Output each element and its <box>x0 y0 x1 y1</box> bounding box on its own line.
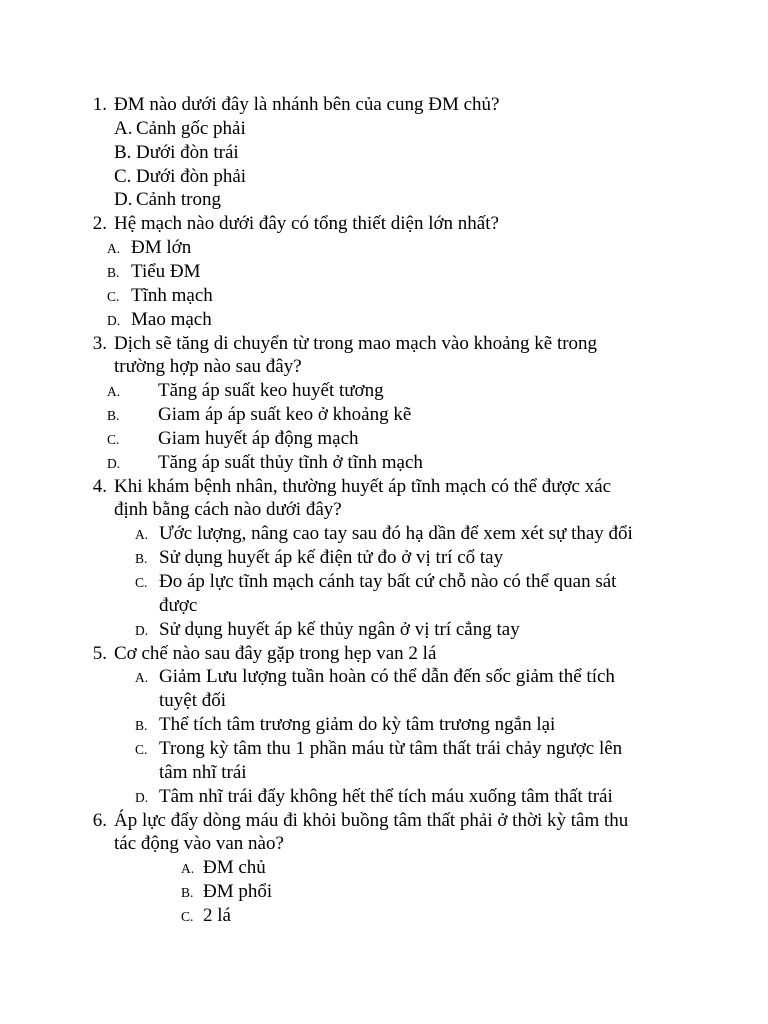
option-letter: C. <box>181 908 194 924</box>
question-text: Cơ chế nào sau đây gặp trong hẹp van 2 lá <box>114 642 437 664</box>
option-text: Tĩnh mạch <box>131 284 213 306</box>
option-text: Giam huyết áp động mạch <box>158 427 359 449</box>
option-letter: C. <box>135 741 148 757</box>
option-text: Ước lượng, nâng cao tay sau đó hạ dần để xem xét sự thay đổi <box>159 523 633 545</box>
question-text: Hệ mạch nào dưới đây có tổng thiết diện lớn nhất? <box>114 213 499 235</box>
option-text: ĐM lớn <box>131 237 192 259</box>
question-text: định bằng cách nào dưới đây? <box>114 499 342 521</box>
option-letter: A. <box>107 384 121 400</box>
question-text: trường hợp nào sau đây? <box>114 356 302 378</box>
option-letter: A. <box>135 527 149 543</box>
option-text: tuyệt đối <box>159 690 227 712</box>
option-text: tâm nhĩ trái <box>159 761 247 783</box>
option-text: Giam áp áp suất keo ở khoảng kẽ <box>158 404 412 426</box>
option-letter: B. <box>135 718 148 734</box>
question-number: 1. <box>92 94 107 115</box>
option-text: ĐM phổi <box>203 881 273 903</box>
option-text: Giảm Lưu lượng tuần hoàn có thể dẫn đến sốc giảm thể tích <box>159 666 615 688</box>
option-letter: D. <box>135 622 149 638</box>
option-letter: A. <box>135 670 149 686</box>
question-number: 5. <box>92 642 107 664</box>
option-text: 2 lá <box>203 904 231 926</box>
question-text: Khi khám bệnh nhân, thường huyết áp tĩnh mạch có thể được xác <box>114 475 612 497</box>
question-text: tác động vào van nào? <box>114 833 284 855</box>
question-number: 2. <box>92 213 107 235</box>
option-letter: D. <box>135 789 149 805</box>
option-letter: A. <box>181 861 195 877</box>
option-text: Cảnh gốc phải <box>136 117 246 139</box>
option-letter: A. <box>107 241 121 257</box>
question-text: ĐM nào dưới đây là nhánh bên của cung ĐM chủ? <box>114 94 500 115</box>
option-letter: D. <box>107 312 121 328</box>
option-text: được <box>159 594 198 616</box>
question-number: 3. <box>92 332 107 354</box>
option-text: Trong kỳ tâm thu 1 phần máu từ tâm thất trái chảy ngược lên <box>159 737 623 759</box>
option-text: Tâm nhĩ trái đẩy không hết thể tích máu xuống tâm thất trái <box>159 785 613 807</box>
option-text: Tăng áp suất thủy tĩnh ở tĩnh mạch <box>158 451 423 473</box>
option-letter: C. <box>135 575 148 590</box>
option-letter: C. <box>114 165 132 187</box>
option-letter: B. <box>107 408 120 424</box>
option-text: Dưới đòn phải <box>136 165 247 187</box>
option-text: Đo áp lực tĩnh mạch cánh tay bất cứ chỗ nào có thể quan sát <box>159 571 617 592</box>
option-letter: C. <box>107 431 120 447</box>
option-text: Tiểu ĐM <box>131 260 201 282</box>
option-text: Dưới đòn trái <box>136 141 239 163</box>
option-letter: B. <box>107 264 120 280</box>
option-text: ĐM chủ <box>203 857 266 879</box>
option-text: Mao mạch <box>131 308 212 330</box>
question-number: 6. <box>92 809 107 831</box>
question-number: 4. <box>92 475 107 497</box>
option-text: Sử dụng huyết áp kế thủy ngân ở vị trí cẳng tay <box>159 618 520 640</box>
option-text: Sử dụng huyết áp kế điện tử đo ở vị trí cổ tay <box>159 547 504 569</box>
option-letter: B. <box>114 141 132 163</box>
question-text: Áp lực đẩy dòng máu đi khỏi buồng tâm thất phải ở thời kỳ tâm thu <box>114 809 629 831</box>
option-text: Cảnh trong <box>136 189 221 211</box>
option-letter: C. <box>107 288 120 304</box>
option-letter: B. <box>135 551 148 567</box>
option-letter: A. <box>114 117 133 139</box>
option-text: Tăng áp suất keo huyết tương <box>158 380 384 402</box>
option-text: Thể tích tâm trương giảm do kỳ tâm trương ngắn lại <box>159 714 556 736</box>
option-letter: D. <box>114 189 133 211</box>
question-text: Dịch sẽ tăng di chuyển từ trong mao mạch vào khoảng kẽ trong <box>114 332 598 354</box>
option-letter: D. <box>107 455 121 471</box>
option-letter: B. <box>181 885 194 901</box>
